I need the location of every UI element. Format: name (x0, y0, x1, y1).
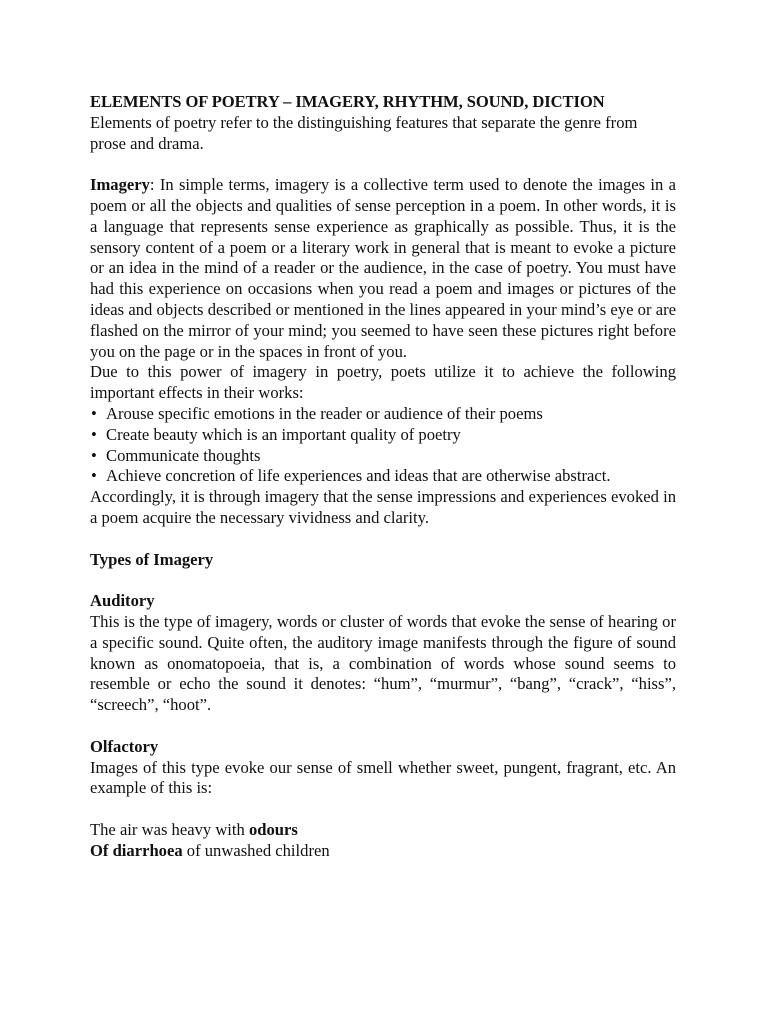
spacer (90, 154, 676, 175)
types-heading: Types of Imagery (90, 549, 214, 569)
imagery-conclusion: Accordingly, it is through imagery that the sense impressions and experiences evoked in a poem acquire the necessary vividness and clarity. (90, 487, 676, 527)
list-item-text: Arouse specific emotions in the reader or audience of their poems (106, 403, 543, 423)
bullet-icon: • (91, 466, 97, 486)
list-item (90, 446, 676, 467)
imagery-term: Imagery (90, 175, 150, 195)
imagery-definition: : In simple terms, imagery is a collective term used to denote the images in a poem or all the objects and qualities of sense perception in a poem. In other words, it is a language that represents sense experience as graphically as possible. Thus, it is the sensory content of a poem or a literary work in general that is meant to evoke a picture or an idea in the mind of a reader or the audience, in the case of poetry. You must have had this experience on occasions when you read a poem and images or pictures of the ideas and objects described or mentioned in the lines appeared in your mind’s eye or are flashed on the mirror of your mind; you seemed to have seen these pictures right before you on the page or in the spaces in front of you. (90, 175, 676, 361)
effects-intro: Due to this power of imagery in poetry, poets utilize it to achieve the following important effects in their works: (90, 362, 676, 403)
list-item (90, 466, 676, 487)
list-item-text: Communicate thoughts (106, 445, 261, 465)
spacer (90, 529, 676, 550)
spacer (90, 799, 676, 820)
bullet-icon: • (91, 424, 97, 444)
bullet-icon: • (91, 445, 97, 465)
example-line-2-bold: Of diarrhoea (90, 840, 183, 860)
list-item (90, 404, 676, 425)
document-page (90, 92, 676, 861)
spacer (90, 570, 676, 591)
example-line-2-plain: of unwashed children (182, 840, 330, 860)
bullet-icon: • (91, 403, 97, 423)
document-title: ELEMENTS OF POETRY – IMAGERY, RHYTHM, SOUND, DICTION (90, 92, 605, 111)
auditory-paragraph: This is the type of imagery, words or cluster of words that evoke the sense of hearing or a specific sound. Quite often, the auditory image manifests through the figure of sound known as onomatopoeia, that is, a combination of words whose sound seems to resemble or echo the sound it denotes: “hum”, “murmur”, “bang”, “crack”, “hiss”, “screech”, “hoot”. (90, 611, 676, 715)
intro-paragraph: Elements of poetry refer to the distinguishing features that separate the genre from prose and drama. (90, 112, 638, 153)
olfactory-heading: Olfactory (90, 736, 159, 756)
olfactory-paragraph: Images of this type evoke our sense of smell whether sweet, pungent, fragrant, etc. An example of this is: (90, 757, 676, 798)
effects-list (90, 404, 676, 487)
example-line-1-plain: The air was heavy with (90, 819, 249, 839)
list-item-text: Create beauty which is an important quality of poetry (106, 424, 461, 444)
list-item (90, 425, 676, 446)
example-line-1 (90, 820, 676, 841)
example-line-1-bold: odours (248, 819, 298, 839)
list-item-text: Achieve concretion of life experiences and ideas that are otherwise abstract. (106, 466, 611, 486)
auditory-heading: Auditory (90, 591, 155, 611)
example-line-2 (90, 841, 676, 862)
spacer (90, 716, 676, 737)
imagery-paragraph (90, 175, 676, 362)
